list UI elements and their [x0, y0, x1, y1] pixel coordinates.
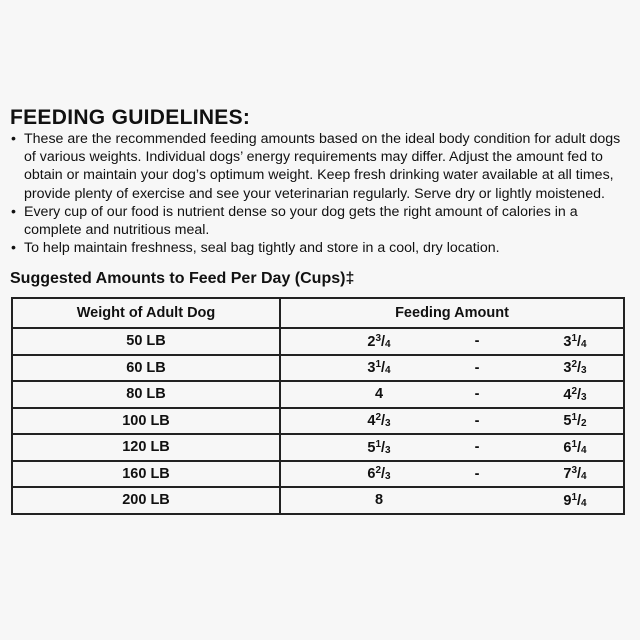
table-row: [12, 461, 624, 488]
max-denominator: 2: [581, 418, 587, 430]
max-whole: 7: [563, 466, 572, 483]
amount-max: $4^2/_3$: [563, 385, 587, 403]
max-numerator: 1: [571, 491, 578, 503]
amount-cell: [280, 487, 624, 514]
max-denominator: 3: [581, 391, 587, 403]
header-weight: Weight of Adult Dog: [12, 298, 280, 328]
amount-min: $4^2/_3$: [367, 412, 391, 430]
weight-cell: 100 LB: [12, 408, 280, 435]
amount-max: $7^3/_4$: [563, 465, 587, 483]
max-whole: 5: [563, 413, 572, 430]
min-numerator: 2: [375, 412, 382, 424]
min-denominator: 3: [385, 471, 391, 483]
guideline-list: [10, 130, 630, 257]
guideline-item: • Every cup of our food is nutrient dense so your dog gets the right amount of calories in a complete and nutritious meal.: [10, 203, 630, 239]
min-numerator: 1: [375, 359, 382, 371]
max-numerator: 1: [571, 438, 578, 450]
min-numerator: 1: [375, 438, 382, 450]
min-whole: 5: [367, 439, 376, 456]
amount-max: $3^2/_3$: [563, 359, 587, 377]
max-numerator: 3: [571, 465, 578, 477]
range-separator: -: [474, 465, 480, 482]
min-whole: 4: [374, 386, 384, 403]
max-whole: 3: [563, 360, 572, 377]
amount-min: [331, 492, 427, 508]
max-denominator: 3: [581, 365, 587, 377]
min-denominator: 3: [385, 418, 391, 430]
amount-min: $3^1/_4$: [367, 359, 391, 377]
guideline-item: • These are the recommended feeding amounts based on the ideal body condition for adult dogs of various weights. Individual dogs’ energy requirements may differ. Adjust the amount fed to obtain or maintain your dog’s optimum weight. Keep fresh drinking water available at all times, provide plenty of exercise and see your veterinarian regularly. Serve dry or lightly moistened.: [10, 130, 630, 203]
amount-min: [331, 386, 427, 402]
amount-cell: [280, 381, 624, 408]
table-row: [12, 487, 624, 514]
weight-cell: 120 LB: [12, 434, 280, 461]
amount-cell: [280, 328, 624, 355]
amount-min: $6^2/_3$: [367, 465, 391, 483]
min-whole: 6: [367, 466, 376, 483]
max-numerator: 2: [571, 385, 578, 397]
table-row: [12, 434, 624, 461]
weight-cell: 50 LB: [12, 328, 280, 355]
max-numerator: 2: [571, 359, 578, 371]
min-numerator: 3: [375, 332, 382, 344]
table-row: [12, 355, 624, 382]
max-numerator: 1: [571, 332, 578, 344]
feeding-table: [11, 297, 625, 515]
guideline-item: • To help maintain freshness, seal bag tightly and store in a cool, dry location.: [10, 239, 630, 257]
range-separator: -: [474, 359, 480, 376]
header-feeding-amount: Feeding Amount: [280, 298, 624, 328]
amount-cell: [280, 408, 624, 435]
max-denominator: 4: [581, 497, 587, 509]
min-denominator: 3: [385, 444, 391, 456]
min-whole: 4: [367, 413, 376, 430]
max-whole: 6: [563, 439, 572, 456]
range-separator: -: [474, 386, 480, 403]
min-numerator: 2: [375, 465, 382, 477]
table-header-row: [12, 298, 624, 328]
amount-cell: [280, 355, 624, 382]
amount-max: $9^1/_4$: [563, 491, 587, 509]
max-denominator: 4: [581, 338, 587, 350]
max-denominator: 4: [581, 471, 587, 483]
weight-cell: 160 LB: [12, 461, 280, 488]
weight-cell: 200 LB: [12, 487, 280, 514]
min-denominator: 4: [385, 365, 391, 377]
table-row: [12, 328, 624, 355]
range-separator: -: [474, 333, 480, 350]
range-separator: -: [474, 412, 480, 429]
table-row: [12, 381, 624, 408]
amount-cell: [280, 434, 624, 461]
amount-min: $5^1/_3$: [367, 438, 391, 456]
min-whole: 2: [367, 333, 376, 350]
max-whole: 9: [563, 492, 572, 509]
min-whole: 8: [374, 492, 384, 509]
weight-cell: 60 LB: [12, 355, 280, 382]
min-whole: 3: [367, 360, 376, 377]
max-whole: 4: [563, 386, 572, 403]
range-separator: -: [474, 439, 480, 456]
table-body: [12, 328, 624, 514]
amount-min: $2^3/_4$: [367, 332, 391, 350]
amount-cell: [280, 461, 624, 488]
min-denominator: 4: [385, 338, 391, 350]
amount-max: $5^1/_2$: [563, 412, 587, 430]
amount-max: $3^1/_4$: [563, 332, 587, 350]
table-row: [12, 408, 624, 435]
amount-max: $6^1/_4$: [563, 438, 587, 456]
max-denominator: 4: [581, 444, 587, 456]
page-title: FEEDING GUIDELINES:: [10, 106, 251, 129]
max-numerator: 1: [571, 412, 578, 424]
table-title: Suggested Amounts to Feed Per Day (Cups)‡: [10, 270, 355, 287]
weight-cell: 80 LB: [12, 381, 280, 408]
max-whole: 3: [563, 333, 572, 350]
